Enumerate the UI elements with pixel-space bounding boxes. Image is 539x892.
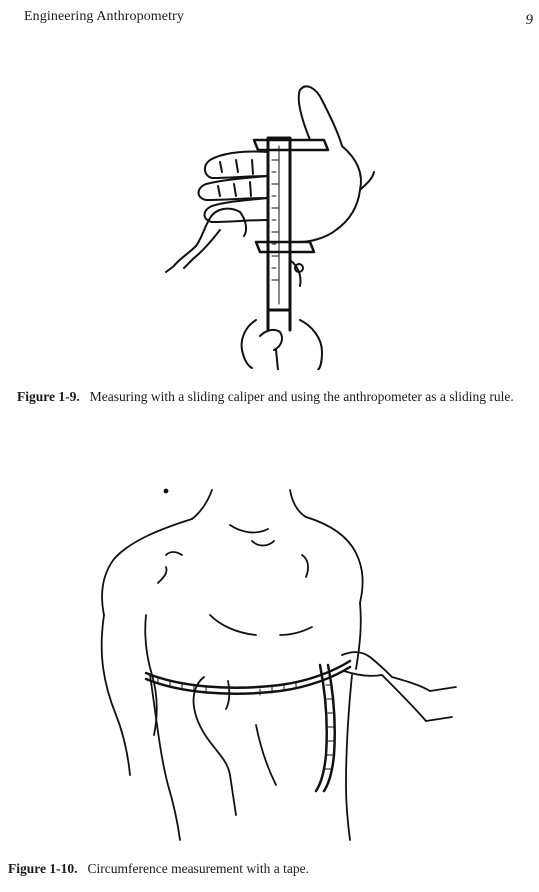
figure-1-9-illustration [160,80,400,370]
figure-1-10-illustration [80,485,460,845]
running-head: Engineering Anthropometry [24,9,184,24]
figure-1-9-caption [17,389,522,405]
figure-1-9-label: Figure 1-9. [17,389,80,404]
page-number: 9 [525,12,533,28]
figure-1-9-caption-text: Measuring with a sliding caliper and using the anthropometer as a sliding rule. [89,389,514,404]
figure-1-10-label: Figure 1-10. [8,861,78,876]
figure-1-10-caption [8,861,488,877]
figure-1-10-caption-text: Circumference measurement with a tape. [87,861,310,876]
